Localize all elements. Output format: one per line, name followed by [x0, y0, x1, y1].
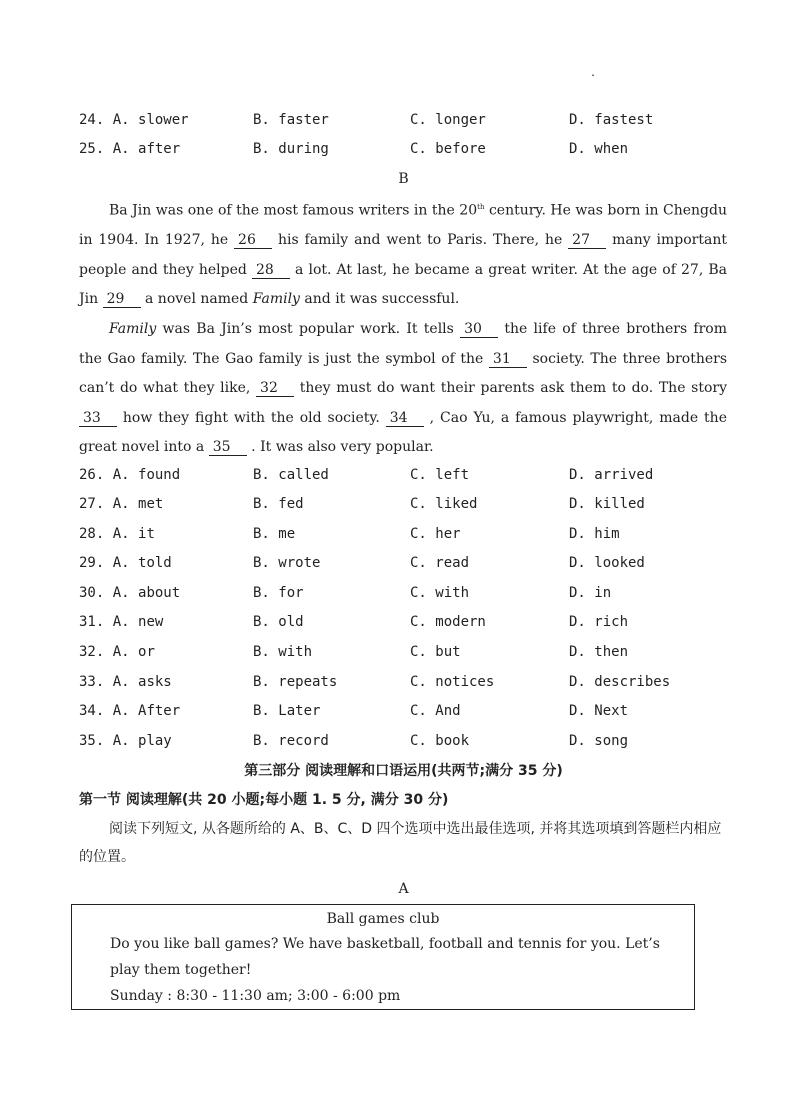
blank-29: 29: [103, 291, 141, 308]
club-title: Ball games club: [326, 911, 440, 927]
passage-paragraph-2: Family was Ba Jin’s most popular work. It tells 30 the life of three brothers from the Gao family. The Gao family is just the symbol of the 31 society. The three brothers can’t do what they like, 32 they must do want their parents ask them to do. The story 33 how they fight with the old society. 34 , Cao Yu, a famous playwright, made the great novel into a 35 . It was also very popular.: [79, 321, 727, 456]
question-35: 35. A. play B. record C. book D. song: [79, 733, 629, 749]
option-d: D. when: [569, 141, 629, 157]
question-27: 27. A. met B. fed C. liked D. killed: [79, 496, 645, 512]
option-a: 24. A. slower: [79, 112, 189, 128]
section-b-letter: B: [398, 171, 409, 187]
blank-32: 32: [256, 380, 294, 397]
question-32: 32. A. or B. with C. but D. then: [79, 644, 629, 660]
section1-title: 第一节 阅读理解(共 20 小题;每小题 1. 5 分, 满分 30 分): [79, 792, 449, 808]
question-33: 33. A. asks B. repeats C. notices D. describes: [79, 674, 671, 690]
blank-31: 31: [489, 351, 527, 368]
question-29: 29. A. told B. wrote C. read D. looked: [79, 555, 645, 571]
header-dot: .: [590, 68, 597, 79]
question-34: 34. A. After B. Later C. And D. Next: [79, 703, 629, 719]
option-b: B. during: [253, 141, 329, 157]
part3-title: 第三部分 阅读理解和口语运用(共两节;满分 35 分): [244, 763, 563, 779]
passage-a-letter: A: [398, 881, 409, 897]
blank-26: 26: [234, 232, 272, 249]
option-c: C. longer: [410, 112, 486, 128]
option-c: C. before: [410, 141, 486, 157]
blank-27: 27: [568, 232, 606, 249]
question-28: 28. A. it B. me C. her D. him: [79, 526, 620, 542]
blank-30: 30: [460, 321, 498, 338]
club-notice-box: [71, 904, 695, 1010]
question-30: 30. A. about B. for C. with D. in: [79, 585, 612, 601]
club-hours: Sunday : 8:30 - 11:30 am; 3:00 - 6:00 pm: [110, 988, 401, 1004]
passage-b: [79, 193, 727, 463]
question-31: 31. A. new B. old C. modern D. rich: [79, 614, 629, 630]
instruction: 阅读下列短文, 从各题所给的 A、B、C、D 四个选项中选出最佳选项, 并将其选项填到答题栏内相应的位置。: [79, 821, 722, 865]
question-24: [79, 110, 739, 130]
option-b: B. faster: [253, 112, 329, 128]
passage-paragraph-1: Ba Jin was one of the most famous writers in the 20th century. He was born in Chengdu in 1904. In 1927, he 26 his family and went to Paris. There, he 27 many important people and they helped 28 a lot. At last, he became a great writer. At the age of 27, Ba Jin 29 a novel named Family and it was successful.: [79, 202, 727, 308]
question-25: [79, 139, 739, 159]
blank-33: 33: [79, 410, 117, 427]
option-a: 25. A. after: [79, 141, 181, 157]
blank-34: 34: [386, 410, 424, 427]
blank-35: 35: [209, 439, 247, 456]
club-description: Do you like ball games? We have basketball, football and tennis for you. Let’s play them together! Sunday : 8:30 - 11:30 am; 3:00 - 6:00 pm: [72, 931, 694, 1009]
option-d: D. fastest: [569, 112, 654, 128]
question-26: 26. A. found B. called C. left D. arrived: [79, 467, 654, 483]
blank-28: 28: [252, 262, 290, 279]
